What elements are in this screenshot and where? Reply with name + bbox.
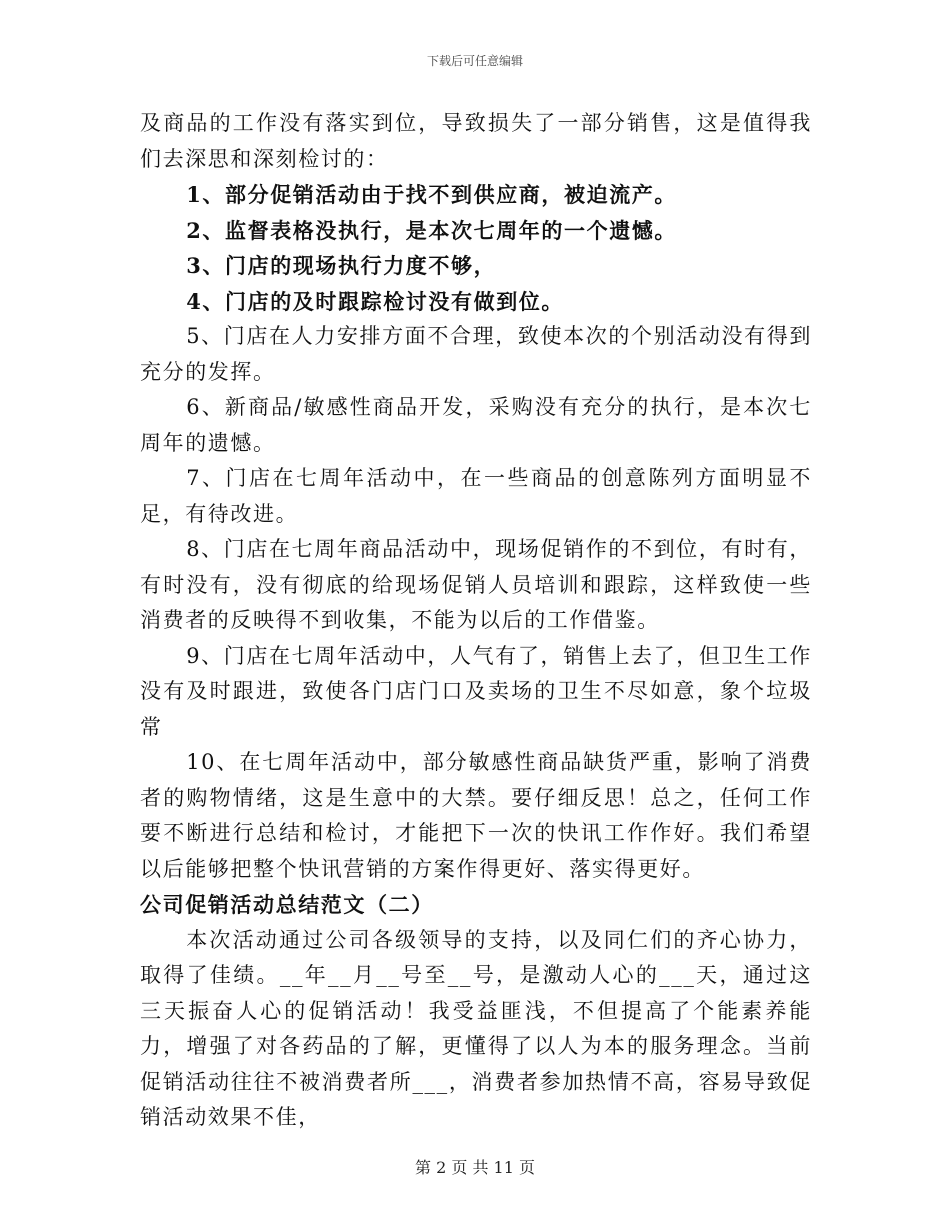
list-item-7: 7、门店在七周年活动中，在一些商品的创意陈列方面明显不足，有待改进。	[140, 466, 812, 526]
list-item-8: 8、门店在七周年商品活动中，现场促销作的不到位，有时有，有时没有，没有彻底的给现场促销人员培训和跟踪，这样致使一些消费者的反映得不到收集，不能为以后的工作借鉴。	[140, 537, 812, 632]
page-footer: 第 2 页 共 11 页	[415, 1158, 535, 1177]
list-item-3: 3、门店的现场执行力度不够，	[186, 253, 497, 278]
list-item-2: 2、监督表格没执行，是本次七周年的一个遗憾。	[186, 217, 677, 243]
list-item-5: 5、门店在人力安排方面不合理，致使本次的个别活动没有得到充分的发挥。	[140, 324, 812, 384]
list-item-1: 1、部分促销活动由于找不到供应商，被迫流产。	[186, 182, 677, 207]
section-paragraph: 本次活动通过公司各级领导的支持，以及同仁们的齐心协力，取得了佳绩。__年__月__号至__号，是激动人心的___天，通过这三天振奋人心的促销活动！我受益匪浅，不但提高了个能素养能力，增强了对各药品的了解，更懂得了以人为本的服务理念。当前促销活动往往不被消费者所___，消费者参加热情不高，容易导致促销活动效果不佳，	[140, 927, 812, 1129]
list-item-10: 10、在七周年活动中，部分敏感性商品缺货严重，影响了消费者的购物情绪，这是生意中的大禁。要仔细反思！总之，任何工作要不断进行总结和检讨，才能把下一次的快讯工作作好。我们希望以后能够把整个快讯营销的方案作得更好、落实得更好。	[140, 750, 812, 881]
section-title: 公司促销活动总结范文（二）	[140, 892, 434, 917]
document-body	[140, 106, 812, 1136]
paragraph-continuation: 及商品的工作没有落实到位，导致损失了一部分销售，这是值得我们去深思和深刻检讨的：	[140, 111, 812, 171]
page-header: 下载后可任意编辑	[426, 54, 523, 68]
list-item-6: 6、新商品/敏感性商品开发，采购没有充分的执行，是本次七周年的遗憾。	[140, 395, 812, 455]
list-item-9: 9、门店在七周年活动中，人气有了，销售上去了，但卫生工作没有及时跟进，致使各门店门口及卖场的卫生不尽如意，象个垃圾常	[140, 643, 812, 739]
list-item-4: 4、门店的及时跟踪检讨没有做到位。	[186, 288, 564, 314]
